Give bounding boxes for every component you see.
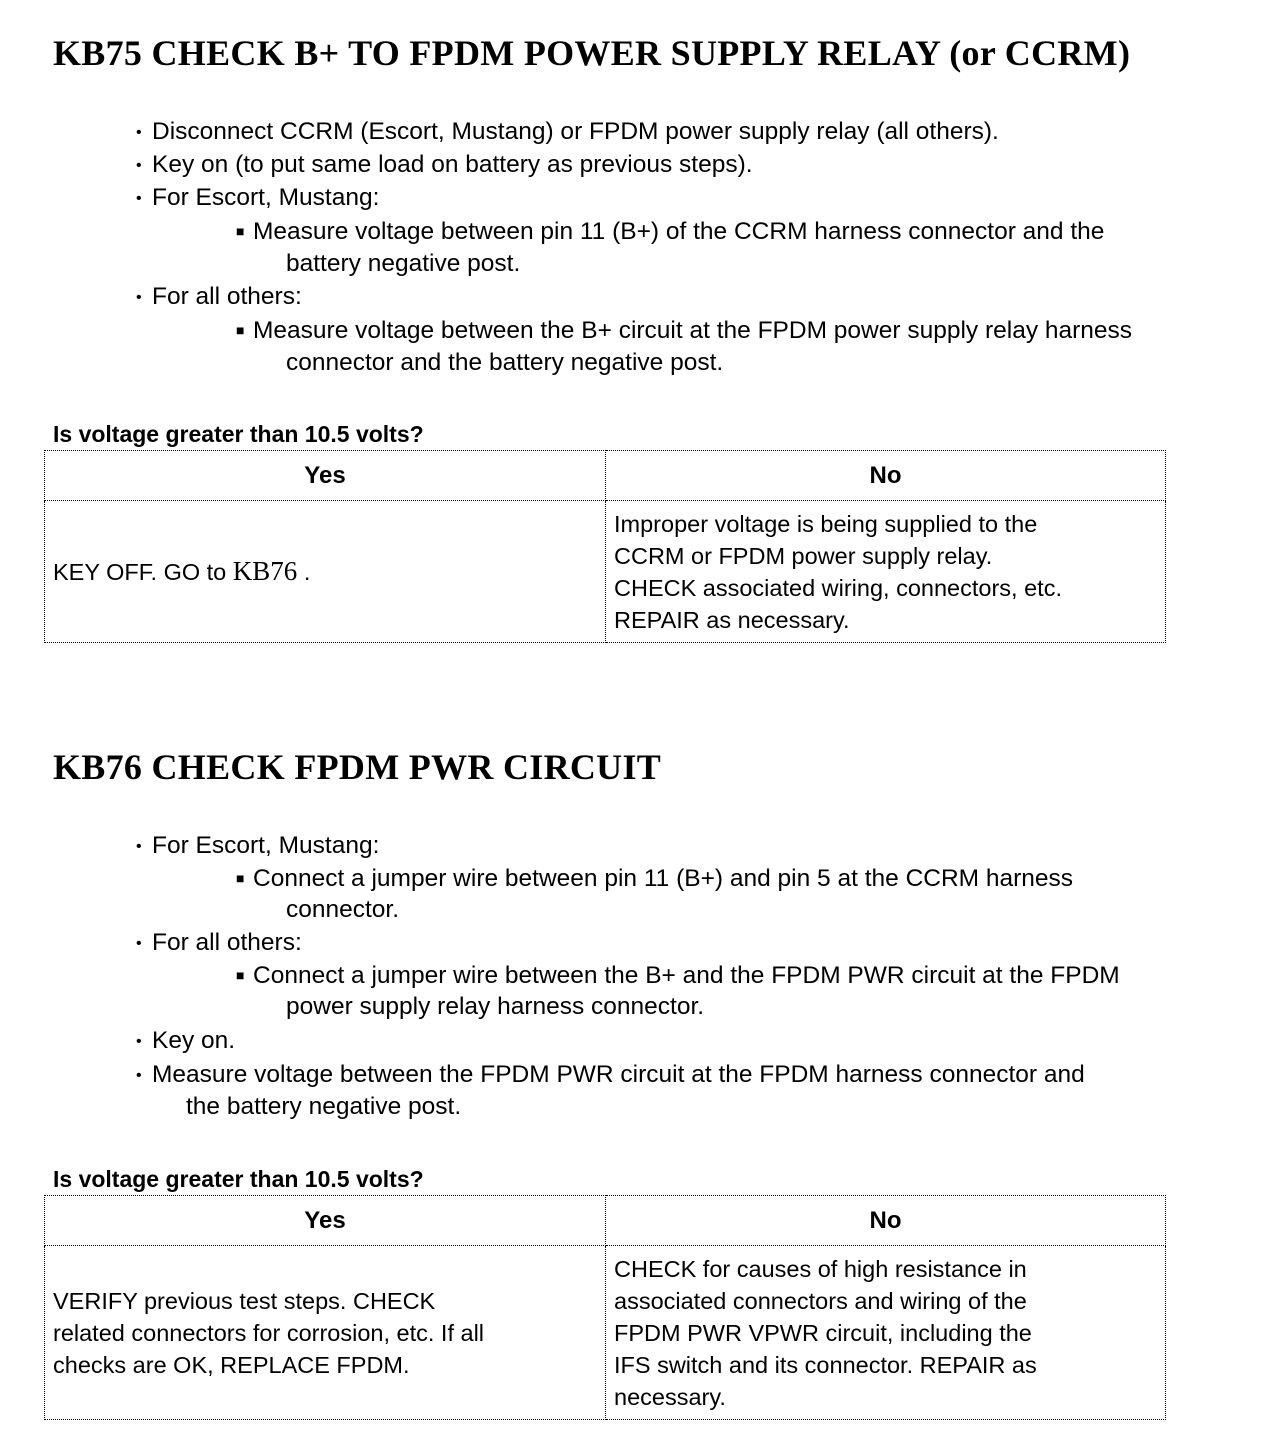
kb76-link[interactable]: KB76	[232, 556, 298, 586]
bullet-icon: •	[136, 1067, 142, 1084]
table-header-row	[45, 451, 1166, 501]
kb75-step: • For all others:	[136, 281, 302, 315]
kb75-step: • Key on (to put same load on battery as previous steps).	[136, 149, 753, 183]
kb76-substep-continued: power supply relay harness connector.	[286, 993, 705, 1020]
square-bullet-icon: ■	[236, 967, 245, 983]
bullet-icon: •	[136, 289, 142, 306]
yes-cell: KEY OFF. GO to KB76 .	[45, 501, 606, 643]
kb75-substep-continued: connector and the battery negative post.	[286, 349, 724, 376]
square-bullet-icon: ■	[236, 870, 245, 886]
kb75-step: • For Escort, Mustang:	[136, 182, 379, 216]
bullet-icon: •	[136, 124, 142, 141]
table-row	[45, 501, 1166, 643]
kb76-step: • Key on.	[136, 1025, 235, 1059]
yes-header: Yes	[45, 451, 606, 501]
kb76-step: • For all others:	[136, 927, 302, 961]
kb76-step: • Measure voltage between the FPDM PWR circuit at the FPDM harness connector and	[136, 1059, 1085, 1093]
kb76-substep: ■ Connect a jumper wire between pin 11 (B+) and pin 5 at the CCRM harness	[236, 862, 1073, 896]
no-cell: Improper voltage is being supplied to the CCRM or FPDM power supply relay. CHECK associated wiring, connectors, etc. REPAIR as necessary.	[606, 501, 1166, 643]
kb75-substep-continued: battery negative post.	[286, 250, 521, 277]
kb75-substep: ■ Measure voltage between the B+ circuit at the FPDM power supply relay harness	[236, 314, 1132, 348]
kb75-substep: ■ Measure voltage between pin 11 (B+) of the CCRM harness connector and the	[236, 215, 1104, 249]
kb75-step: • Disconnect CCRM (Escort, Mustang) or FPDM power supply relay (all others).	[136, 116, 999, 150]
kb76-step-continued: the battery negative post.	[186, 1093, 462, 1120]
kb76-title: KB76 CHECK FPDM PWR CIRCUIT	[53, 747, 662, 787]
bullet-icon: •	[136, 935, 142, 952]
bullet-icon: •	[136, 190, 142, 207]
yes-cell: VERIFY previous test steps. CHECK related connectors for corrosion, etc. If all checks are OK, REPLACE FPDM.	[45, 1246, 606, 1420]
bullet-icon: •	[136, 157, 142, 174]
kb75-question: Is voltage greater than 10.5 volts?	[53, 421, 424, 447]
kb76-substep-continued: connector.	[286, 896, 400, 923]
kb76-question: Is voltage greater than 10.5 volts?	[53, 1166, 424, 1192]
kb75-answer-table	[44, 450, 1166, 643]
kb76-substep: ■ Connect a jumper wire between the B+ and the FPDM PWR circuit at the FPDM	[236, 959, 1120, 993]
kb76-step: • For Escort, Mustang:	[136, 830, 379, 864]
no-cell: CHECK for causes of high resistance in associated connectors and wiring of the FPDM PWR VPWR circuit, including the IFS switch and its connector. REPAIR as necessary.	[606, 1246, 1166, 1420]
yes-header: Yes	[45, 1196, 606, 1246]
no-header: No	[606, 1196, 1166, 1246]
square-bullet-icon: ■	[236, 223, 245, 239]
bullet-icon: •	[136, 838, 142, 855]
bullet-icon: •	[136, 1033, 142, 1050]
no-header: No	[606, 451, 1166, 501]
table-row	[45, 1246, 1166, 1420]
kb76-answer-table	[44, 1195, 1166, 1420]
table-header-row	[45, 1196, 1166, 1246]
square-bullet-icon: ■	[236, 322, 245, 338]
kb75-title: KB75 CHECK B+ TO FPDM POWER SUPPLY RELAY (or CCRM)	[53, 33, 1131, 73]
